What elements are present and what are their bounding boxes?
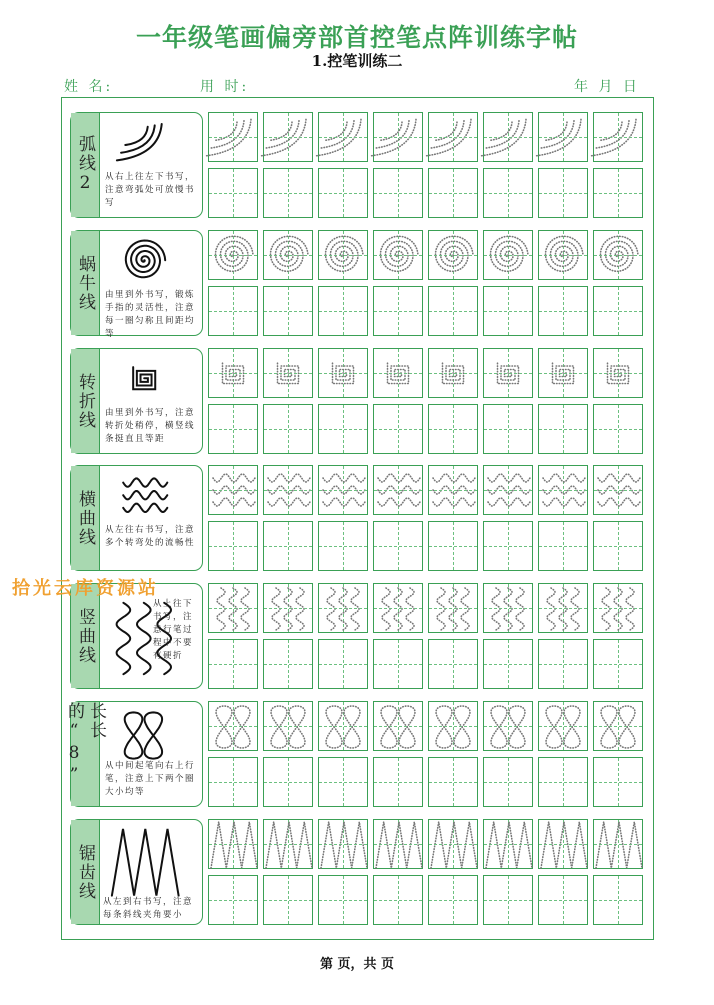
- dotted-trace-cell[interactable]: [538, 112, 588, 162]
- blank-practice-cell[interactable]: [483, 875, 533, 925]
- dotted-trace-cell[interactable]: [428, 230, 478, 280]
- arc-lines-icon: [119, 117, 171, 173]
- dotted-trace-cell[interactable]: [208, 583, 258, 633]
- page-footer: 第 页，共 页: [319, 957, 395, 972]
- dotted-trace-cell[interactable]: [593, 112, 643, 162]
- blank-practice-cell[interactable]: [208, 521, 258, 571]
- dotted-trace-cell[interactable]: [428, 348, 478, 398]
- dotted-trace-cell[interactable]: [208, 701, 258, 751]
- row-wave: [70, 465, 203, 571]
- watermark: 拾光云库资源站: [12, 578, 159, 599]
- date-label: 年 月 日: [574, 79, 640, 95]
- blank-practice-cell[interactable]: [373, 286, 423, 336]
- page-subtitle: 1.控笔训练二: [311, 52, 403, 70]
- blank-practice-cell[interactable]: [538, 639, 588, 689]
- blank-practice-cell[interactable]: [483, 757, 533, 807]
- row-eight: [64, 701, 203, 807]
- blank-practice-cell[interactable]: [593, 757, 643, 807]
- stroke-instruction: 从中间起笔向右上行笔，注意上下两个圈大小均等: [105, 761, 196, 797]
- blank-practice-cell[interactable]: [593, 875, 643, 925]
- dotted-trace-cell[interactable]: [593, 465, 643, 515]
- blank-practice-cell[interactable]: [428, 168, 478, 218]
- blank-practice-cell[interactable]: [373, 639, 423, 689]
- blank-practice-cell[interactable]: [373, 404, 423, 454]
- stroke-card: [64, 701, 203, 807]
- dotted-trace-cell[interactable]: [483, 230, 533, 280]
- page-title: 一年级笔画偏旁部首控笔点阵训练字帖: [135, 23, 578, 52]
- row-square: [70, 348, 203, 454]
- blank-practice-cell[interactable]: [318, 875, 368, 925]
- square-spiral-icon: [119, 353, 171, 409]
- dotted-trace-cell[interactable]: [318, 230, 368, 280]
- stroke-name: 横曲线: [75, 489, 95, 547]
- dotted-trace-cell[interactable]: [538, 819, 588, 869]
- blank-practice-cell[interactable]: [483, 286, 533, 336]
- blank-practice-cell[interactable]: [263, 168, 313, 218]
- blank-practice-cell[interactable]: [318, 404, 368, 454]
- stroke-instruction: 从左往右书写，注意多个转弯处的流畅性: [105, 525, 196, 548]
- blank-practice-cell[interactable]: [208, 286, 258, 336]
- blank-practice-cell[interactable]: [208, 875, 258, 925]
- dotted-trace-cell[interactable]: [263, 465, 313, 515]
- blank-practice-cell[interactable]: [593, 404, 643, 454]
- row-arc: [70, 112, 203, 218]
- dotted-trace-cell[interactable]: [318, 583, 368, 633]
- dotted-trace-cell[interactable]: [208, 465, 258, 515]
- dotted-trace-cell[interactable]: [318, 465, 368, 515]
- blank-practice-cell[interactable]: [428, 286, 478, 336]
- stroke-instruction: 从上往下书写，注意行笔过程中不要有硬折: [153, 599, 194, 661]
- dotted-trace-cell[interactable]: [373, 348, 423, 398]
- spiral-icon: [119, 235, 171, 291]
- dotted-trace-cell[interactable]: [483, 583, 533, 633]
- blank-practice-cell[interactable]: [538, 875, 588, 925]
- dotted-trace-cell[interactable]: [538, 701, 588, 751]
- stroke-name: 长长的“8”: [64, 702, 106, 787]
- dotted-trace-cell[interactable]: [373, 701, 423, 751]
- dotted-trace-cell[interactable]: [373, 112, 423, 162]
- blank-practice-cell[interactable]: [318, 757, 368, 807]
- blank-practice-cell[interactable]: [593, 521, 643, 571]
- blank-practice-cell[interactable]: [483, 521, 533, 571]
- blank-practice-cell[interactable]: [593, 639, 643, 689]
- dotted-trace-cell[interactable]: [263, 701, 313, 751]
- dotted-trace-cell[interactable]: [538, 348, 588, 398]
- blank-practice-cell[interactable]: [373, 757, 423, 807]
- horizontal-wave-icon: [119, 470, 171, 526]
- blank-practice-cell[interactable]: [263, 404, 313, 454]
- blank-practice-cell[interactable]: [483, 168, 533, 218]
- blank-practice-cell[interactable]: [208, 168, 258, 218]
- dotted-trace-cell[interactable]: [593, 819, 643, 869]
- stroke-instruction: 由里到外书写，锻炼手指的灵活性，注意每一圈匀称且间距均等: [105, 290, 196, 339]
- dotted-trace-cell[interactable]: [263, 348, 313, 398]
- blank-practice-cell[interactable]: [593, 286, 643, 336]
- stroke-instruction: 由里到外书写，注意转折处稍停，横竖线条挺直且等距: [105, 408, 196, 444]
- blank-practice-cell[interactable]: [263, 286, 313, 336]
- dotted-trace-cell[interactable]: [538, 583, 588, 633]
- dotted-trace-cell[interactable]: [483, 701, 533, 751]
- blank-practice-cell[interactable]: [318, 286, 368, 336]
- dotted-trace-cell[interactable]: [593, 583, 643, 633]
- dotted-trace-cell[interactable]: [593, 230, 643, 280]
- dotted-trace-cell[interactable]: [428, 465, 478, 515]
- dotted-trace-cell[interactable]: [483, 112, 533, 162]
- stroke-name: 转折线: [75, 372, 95, 430]
- dotted-trace-cell[interactable]: [538, 230, 588, 280]
- blank-practice-cell[interactable]: [208, 757, 258, 807]
- dotted-trace-cell[interactable]: [373, 583, 423, 633]
- dotted-trace-cell[interactable]: [373, 465, 423, 515]
- stroke-name: 锯齿线: [75, 843, 95, 901]
- blank-practice-cell[interactable]: [208, 404, 258, 454]
- stroke-instruction: 从右上往左下书写，注意弯弧处可放慢书写: [105, 172, 196, 208]
- dotted-trace-cell[interactable]: [263, 112, 313, 162]
- dotted-trace-cell[interactable]: [428, 112, 478, 162]
- dotted-trace-cell[interactable]: [373, 819, 423, 869]
- dotted-trace-cell[interactable]: [538, 465, 588, 515]
- blank-practice-cell[interactable]: [483, 639, 533, 689]
- dotted-trace-cell[interactable]: [318, 819, 368, 869]
- row-spiral: [70, 230, 203, 339]
- dotted-trace-cell[interactable]: [208, 819, 258, 869]
- dotted-trace-cell[interactable]: [263, 819, 313, 869]
- blank-practice-cell[interactable]: [593, 168, 643, 218]
- blank-practice-cell[interactable]: [263, 875, 313, 925]
- dotted-trace-cell[interactable]: [483, 348, 533, 398]
- blank-practice-cell[interactable]: [483, 404, 533, 454]
- blank-practice-cell[interactable]: [428, 521, 478, 571]
- dotted-trace-cell[interactable]: [263, 230, 313, 280]
- name-label: 姓 名:: [64, 79, 114, 95]
- blank-practice-cell[interactable]: [428, 404, 478, 454]
- blank-practice-cell[interactable]: [538, 757, 588, 807]
- blank-practice-cell[interactable]: [373, 521, 423, 571]
- stroke-card: [70, 230, 203, 339]
- blank-practice-cell[interactable]: [208, 639, 258, 689]
- blank-practice-cell[interactable]: [538, 286, 588, 336]
- stroke-name: 蜗牛线: [75, 254, 95, 312]
- stroke-card: [70, 819, 203, 925]
- blank-practice-cell[interactable]: [263, 521, 313, 571]
- dotted-trace-cell[interactable]: [208, 112, 258, 162]
- blank-practice-cell[interactable]: [428, 757, 478, 807]
- dotted-trace-cell[interactable]: [428, 819, 478, 869]
- dotted-trace-cell[interactable]: [318, 701, 368, 751]
- dotted-trace-cell[interactable]: [483, 819, 533, 869]
- dotted-trace-cell[interactable]: [428, 583, 478, 633]
- blank-practice-cell[interactable]: [428, 875, 478, 925]
- blank-practice-cell[interactable]: [263, 639, 313, 689]
- dotted-trace-cell[interactable]: [593, 701, 643, 751]
- stroke-name: 竖曲线: [75, 607, 95, 665]
- blank-practice-cell[interactable]: [538, 168, 588, 218]
- dotted-trace-cell[interactable]: [208, 348, 258, 398]
- dotted-trace-cell[interactable]: [263, 583, 313, 633]
- blank-practice-cell[interactable]: [318, 168, 368, 218]
- dotted-trace-cell[interactable]: [483, 465, 533, 515]
- zigzag-icon: [109, 826, 179, 900]
- blank-practice-cell[interactable]: [538, 404, 588, 454]
- dotted-trace-cell[interactable]: [593, 348, 643, 398]
- time-label: 用 时:: [200, 79, 250, 95]
- stroke-name: 弧线2: [75, 135, 95, 195]
- dotted-trace-cell[interactable]: [373, 230, 423, 280]
- blank-practice-cell[interactable]: [263, 757, 313, 807]
- stroke-card: [70, 465, 203, 571]
- blank-practice-cell[interactable]: [428, 639, 478, 689]
- blank-practice-cell[interactable]: [373, 168, 423, 218]
- dotted-trace-cell[interactable]: [428, 701, 478, 751]
- stroke-card: [70, 348, 203, 454]
- stroke-instruction: 从左到右书写，注意每条斜线夹角要小: [103, 897, 194, 920]
- blank-practice-cell[interactable]: [373, 875, 423, 925]
- dotted-trace-cell[interactable]: [208, 230, 258, 280]
- blank-practice-cell[interactable]: [318, 521, 368, 571]
- stroke-card: [70, 112, 203, 218]
- dotted-trace-cell[interactable]: [318, 348, 368, 398]
- blank-practice-cell[interactable]: [318, 639, 368, 689]
- blank-practice-cell[interactable]: [538, 521, 588, 571]
- dotted-trace-cell[interactable]: [318, 112, 368, 162]
- row-zigzag: [70, 819, 203, 925]
